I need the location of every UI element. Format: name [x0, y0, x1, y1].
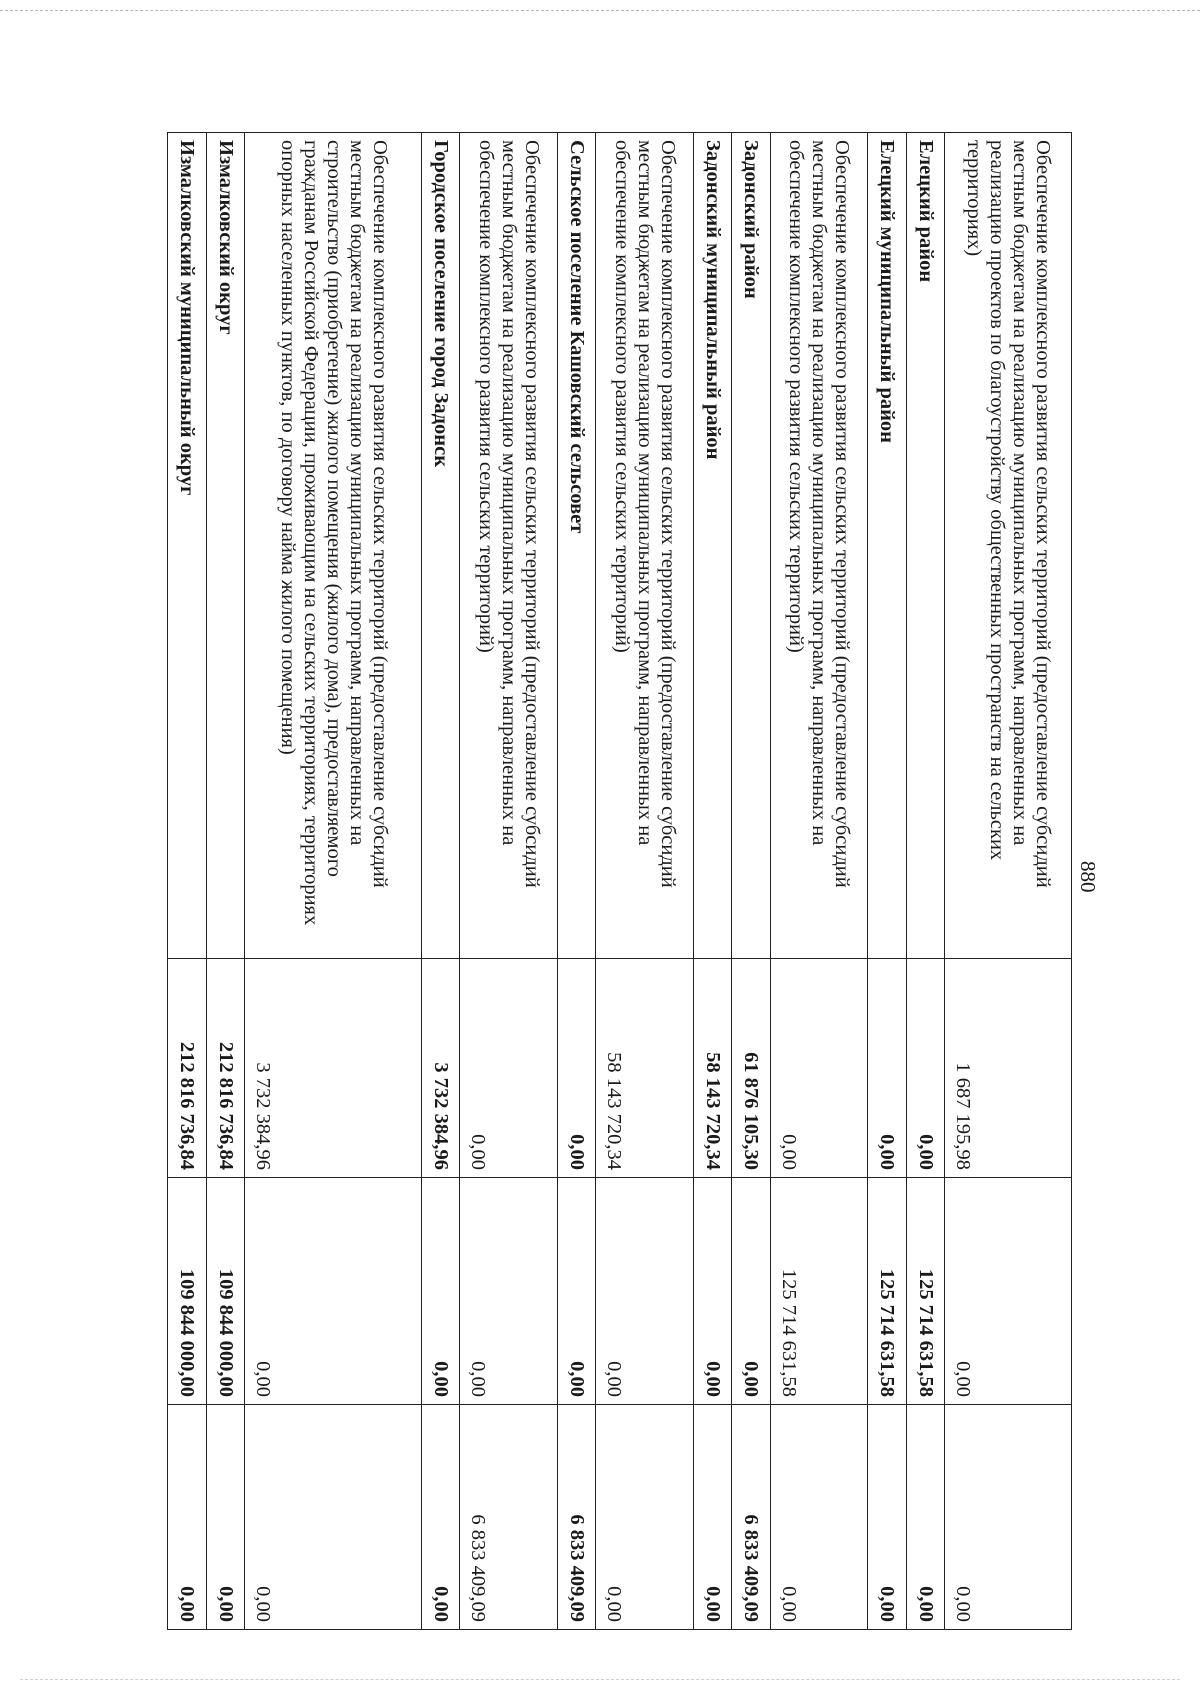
table-row — [906, 133, 944, 1630]
table-row — [732, 133, 770, 1630]
table-row — [770, 133, 867, 1630]
table-row — [245, 133, 422, 1630]
table-row — [168, 133, 207, 1630]
table-row — [868, 133, 906, 1630]
table-row — [596, 133, 693, 1630]
scan-edge-top — [0, 10, 1200, 11]
row-name: Задонский район — [732, 133, 770, 959]
value-col-2: 0,00 — [945, 1178, 1072, 1405]
value-col-2: 0,00 — [460, 1178, 557, 1405]
table-row — [945, 133, 1072, 1630]
value-col-1: 0,00 — [906, 959, 944, 1178]
value-col-2: 0,00 — [732, 1178, 770, 1405]
budget-table-container — [167, 132, 1072, 1629]
value-col-3: 6 833 409,09 — [460, 1405, 557, 1630]
value-col-3: 0,00 — [945, 1405, 1072, 1630]
value-col-2: 0,00 — [422, 1178, 460, 1405]
value-col-3: 0,00 — [770, 1405, 867, 1630]
value-col-3: 0,00 — [245, 1405, 422, 1630]
value-col-3: 0,00 — [693, 1405, 731, 1630]
row-name: Обеспечение комплексного развития сельских территорий (предоставление субсидий местным бюджетам на реализацию муниципальных программ, направленных на обеспечение комплексного развития сельских территорий) — [596, 133, 693, 959]
value-col-3: 6 833 409,09 — [732, 1405, 770, 1630]
row-name: Обеспечение комплексного развития сельских территорий (предоставление субсидий местным бюджетам на реализацию муниципальных программ, направленных на строительство (приобретение) жилого помещения (жилого дома), предоставляемого гражданам Российской Федерации, проживающим на сельских территориях, территориях опорных населенных пунктов, по договору найма жилого помещения) — [245, 133, 422, 959]
row-name: Обеспечение комплексного развития сельских территорий (предоставление субсидий местным бюджетам на реализацию муниципальных программ, направленных на реализацию проектов по благоустройству общественных пространств на сельских территориях) — [945, 133, 1072, 959]
row-name: Обеспечение комплексного развития сельских территорий (предоставление субсидий местным бюджетам на реализацию муниципальных программ, направленных на обеспечение комплексного развития сельских территорий) — [460, 133, 557, 959]
value-col-1: 61 876 105,30 — [732, 959, 770, 1178]
value-col-3: 0,00 — [168, 1405, 207, 1630]
value-col-1: 58 143 720,34 — [596, 959, 693, 1178]
value-col-3: 0,00 — [422, 1405, 460, 1630]
value-col-1: 0,00 — [770, 959, 867, 1178]
table-row — [693, 133, 731, 1630]
value-col-1: 0,00 — [460, 959, 557, 1178]
page-number: 880 — [1076, 861, 1100, 893]
value-col-1: 3 732 384,96 — [245, 959, 422, 1178]
row-name: Измалковский округ — [206, 133, 244, 959]
table-row — [422, 133, 460, 1630]
value-col-1: 3 732 384,96 — [422, 959, 460, 1178]
value-col-2: 0,00 — [693, 1178, 731, 1405]
row-name: Елецкий район — [906, 133, 944, 959]
value-col-3: 0,00 — [906, 1405, 944, 1630]
value-col-2: 109 844 000,00 — [168, 1178, 207, 1405]
value-col-2: 125 714 631,58 — [770, 1178, 867, 1405]
value-col-1: 212 816 736,84 — [206, 959, 244, 1178]
value-col-1: 212 816 736,84 — [168, 959, 207, 1178]
budget-table — [167, 132, 1072, 1630]
row-name: Измалковский муниципальный округ — [168, 133, 207, 959]
value-col-2: 125 714 631,58 — [906, 1178, 944, 1405]
row-name: Городское поселение город Задонск — [422, 133, 460, 959]
value-col-1: 58 143 720,34 — [693, 959, 731, 1178]
value-col-2: 125 714 631,58 — [868, 1178, 906, 1405]
scan-edge-bottom — [20, 1679, 1180, 1680]
row-name: Сельское поселение Кашовский сельсовет — [557, 133, 595, 959]
value-col-3: 0,00 — [868, 1405, 906, 1630]
value-col-2: 109 844 000,00 — [206, 1178, 244, 1405]
row-name: Елецкий муниципальный район — [868, 133, 906, 959]
row-name: Задонский муниципальный район — [693, 133, 731, 959]
row-name: Обеспечение комплексного развития сельских территорий (предоставление субсидий местным бюджетам на реализацию муниципальных программ, направленных на обеспечение комплексного развития сельских территорий) — [770, 133, 867, 959]
table-row — [206, 133, 244, 1630]
value-col-2: 0,00 — [557, 1178, 595, 1405]
value-col-3: 0,00 — [206, 1405, 244, 1630]
value-col-1: 0,00 — [868, 959, 906, 1178]
table-row — [460, 133, 557, 1630]
value-col-2: 0,00 — [245, 1178, 422, 1405]
value-col-1: 1 687 195,98 — [945, 959, 1072, 1178]
table-body — [168, 133, 1072, 1630]
value-col-3: 6 833 409,09 — [557, 1405, 595, 1630]
table-row — [557, 133, 595, 1630]
value-col-1: 0,00 — [557, 959, 595, 1178]
value-col-3: 0,00 — [596, 1405, 693, 1630]
value-col-2: 0,00 — [596, 1178, 693, 1405]
